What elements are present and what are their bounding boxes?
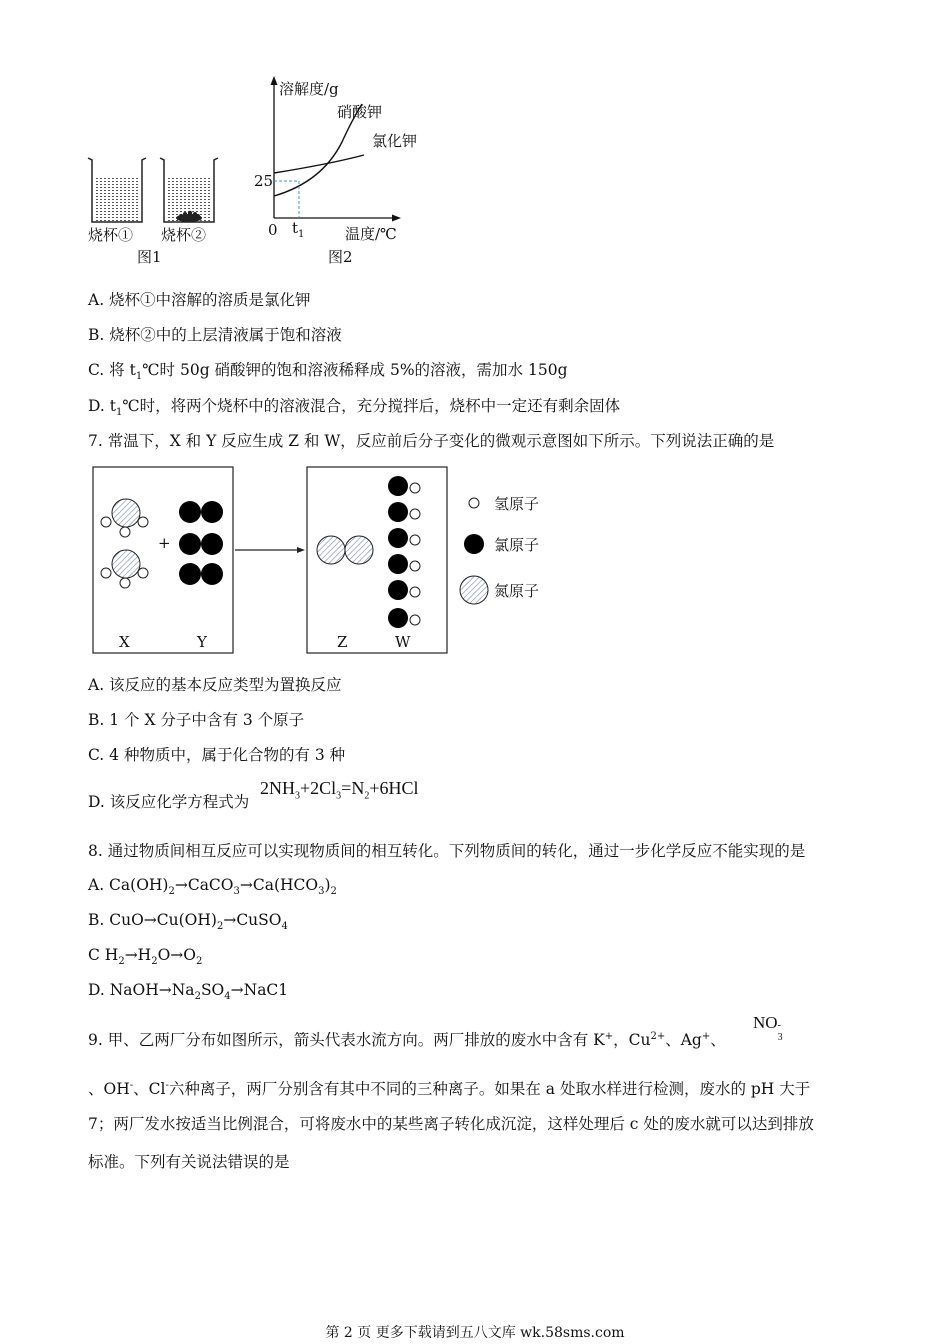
q7-option-c: C. 4 种物质中，属于化合物的有 3 种 <box>88 746 346 764</box>
molecule-w-4 <box>388 554 420 574</box>
q9-stem-line-3: 7；两厂发水按适当比例混合，可将废水中的某些离子转化成沉淀，这样处理后 c 处的废水就可以达到排放 <box>88 1115 814 1133</box>
x-tick-t1: $t_1$ <box>292 219 305 240</box>
q6-option-a: A. 烧杯①中溶解的溶质是氯化钾 <box>88 291 311 309</box>
page-footer: 第 2 页 更多下载请到五八文库 wk.58sms.com <box>325 1325 625 1341</box>
q8-option-a: A. $Ca(OH)_2\to CaCO_3\to Ca(HCO_3)_2$ <box>88 876 337 898</box>
q9-stem-line-2: 、OH-、Cl-六种离子，两厂分别含有其中不同的三种离子。如果在 a 处取水样进行检测，废水的 pH 大于 <box>88 1080 811 1099</box>
q6-option-d: D. $t_1℃$时，将两个烧杯中的溶液混合，充分搅拌后，烧杯中一定还有剩余固体 <box>88 397 621 419</box>
legend-n-label: 氮原子 <box>494 582 540 600</box>
legend-h-atom <box>469 498 479 508</box>
legend-h-label: 氢原子 <box>494 495 540 513</box>
beaker-1-label: 烧杯① <box>88 226 134 244</box>
x-axis-arrow <box>392 215 401 222</box>
molecule-y-3 <box>179 563 223 585</box>
beaker-2 <box>160 158 218 222</box>
label-x: X <box>119 633 130 651</box>
molecule-w-2 <box>388 502 420 522</box>
x-axis-label: 温度/℃ <box>345 225 397 243</box>
q7-stem: 7. 常温下，X 和 Y 反应生成 Z 和 W，反应前后分子变化的微观示意图如下所示。下列说法正确的是 <box>88 432 775 450</box>
figure-2-caption: 图2 <box>328 248 353 266</box>
beaker-1 <box>88 158 146 222</box>
q8-option-d: D. $NaOH\to Na_2SO_4\to NaC1$ <box>88 981 289 1003</box>
q8-option-c: C $H_2\to H_2O\to O_2$ <box>88 946 203 968</box>
figure-1-caption: 图1 <box>137 248 162 266</box>
curve-label-kcl: 氯化钾 <box>372 132 418 150</box>
y-axis-arrow <box>271 76 278 85</box>
q9-stem-line-1: 9. 甲、乙两厂分布如图所示，箭头代表水流方向。两厂排放的废水中含有 K+，$Cu^{2+}$、Ag+、 <box>88 1031 726 1050</box>
reaction-arrow-head <box>297 547 305 553</box>
origin-label: 0 <box>268 221 278 239</box>
q9-stem-line-4: 标准。下列有关说法错误的是 <box>88 1153 290 1171</box>
molecule-x-1 <box>101 499 148 537</box>
label-y: Y <box>197 633 207 651</box>
label-z: Z <box>337 633 348 651</box>
q8-stem: 8. 通过物质间相互反应可以实现物质间的相互转化。下列物质间的转化，通过一步化学反应不能实现的是 <box>88 842 806 860</box>
molecules-w <box>388 476 420 628</box>
legend-cl-label: 氯原子 <box>494 536 540 554</box>
q6-option-c: C. 将 $t_1℃$时 50g 硝酸钾的饱和溶液稀释成 5%的溶液，需加水 150g <box>88 361 568 383</box>
plus-sign: + <box>158 534 171 552</box>
y-axis-label: 溶解度/g <box>279 80 339 98</box>
molecule-w-1 <box>388 476 420 496</box>
q7-option-d: D. 该反应化学方程式为 <box>88 793 250 811</box>
y-tick-25: 25 <box>254 172 274 190</box>
figure-1-beakers <box>80 150 230 230</box>
q7-micro-diagram <box>92 466 562 656</box>
molecule-w-5 <box>388 580 420 600</box>
legend-cl-atom <box>464 534 484 554</box>
q7-option-a: A. 该反应的基本反应类型为置换反应 <box>88 676 342 694</box>
curve-label-kno3: 硝酸钾 <box>337 103 383 121</box>
molecule-y-2 <box>179 533 223 555</box>
q8-option-b: B. $CuO\to Cu(OH)_2\to CuSO_4$ <box>88 911 288 933</box>
legend-n-atom <box>460 576 488 604</box>
curve-kcl <box>274 155 364 173</box>
molecule-w-3 <box>388 528 420 548</box>
molecule-z <box>317 536 373 564</box>
molecule-x-2 <box>101 550 148 588</box>
molecule-w-6 <box>388 608 420 628</box>
q7-option-b: B. 1 个 X 分子中含有 3 个原子 <box>88 711 305 729</box>
q7-equation: $2NH_3+2Cl_3=N_2+6HCl$ <box>260 778 419 802</box>
no3-ion: NO - 3 <box>753 1013 783 1043</box>
beaker-2-label: 烧杯② <box>161 226 207 244</box>
q6-option-b: B. 烧杯②中的上层清液属于饱和溶液 <box>88 326 342 344</box>
label-w: W <box>395 633 411 651</box>
molecule-y-1 <box>179 501 223 523</box>
